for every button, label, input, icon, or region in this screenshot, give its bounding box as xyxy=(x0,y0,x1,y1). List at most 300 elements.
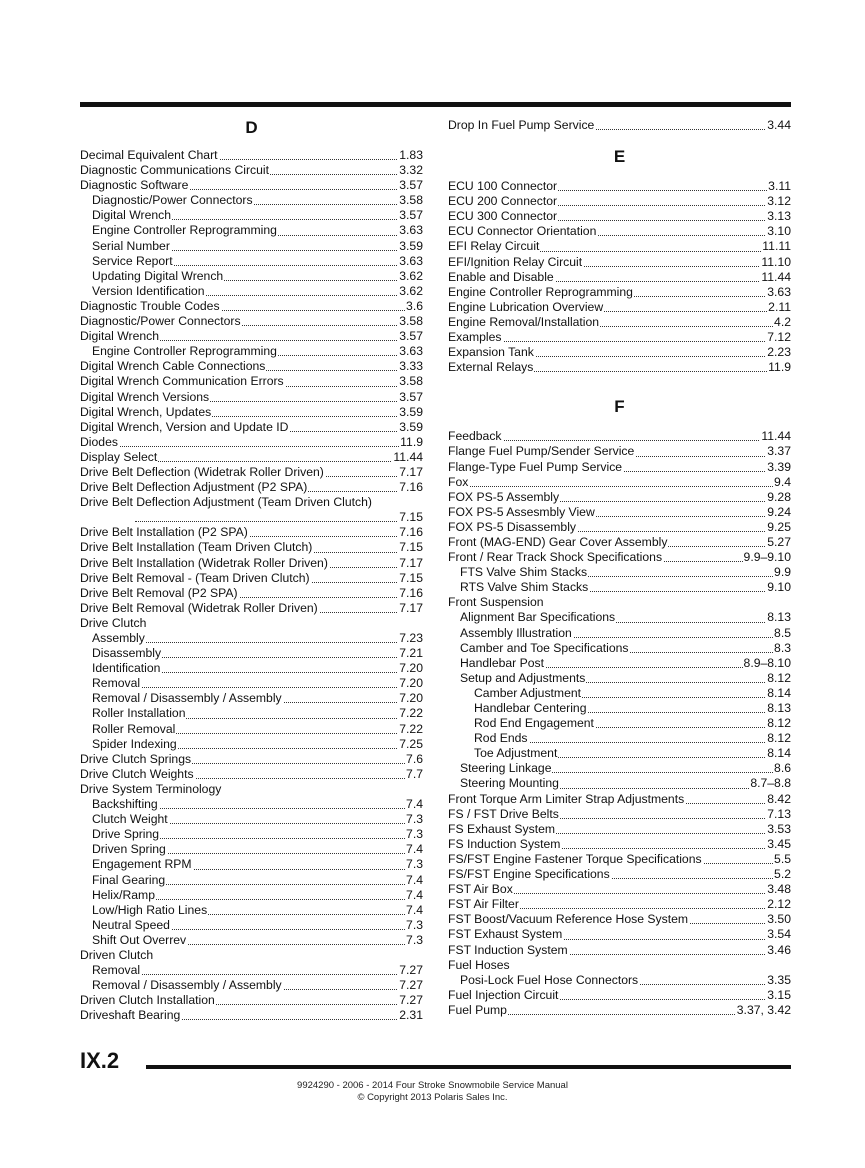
entry-page: 3.35 xyxy=(767,972,791,987)
entry-title: Front / Rear Track Shock Specifications xyxy=(448,550,663,565)
entry-title: FST Induction System xyxy=(448,942,568,957)
entry-title: Drive Belt Removal (P2 SPA) xyxy=(80,585,238,600)
index-entry xyxy=(80,435,423,450)
index-entry xyxy=(448,475,791,490)
index-entry xyxy=(80,842,423,857)
index-entry xyxy=(448,912,791,927)
entry-page: 7.7 xyxy=(406,766,423,781)
entry-page: 3.44 xyxy=(767,118,791,132)
entry-page: 3.6 xyxy=(406,298,423,313)
entry-title: Digital Wrench xyxy=(80,208,172,222)
entry-title: ECU 300 Connector xyxy=(448,209,558,224)
index-entry xyxy=(80,646,423,661)
entry-page: 11.44 xyxy=(761,269,791,284)
index-entry xyxy=(448,550,791,565)
entry-page: 8.12 xyxy=(767,731,791,746)
entry-title: Drive Belt Removal (Widetrak Roller Driven) xyxy=(80,600,318,615)
entry-title: Fox xyxy=(448,474,469,489)
index-entry xyxy=(448,897,791,912)
entry-page: 4.2 xyxy=(774,314,791,329)
entry-page: 5.5 xyxy=(774,851,791,866)
index-entry xyxy=(80,1008,423,1023)
entry-page: 7.3 xyxy=(406,917,423,932)
entry-title: Disassembly xyxy=(80,646,162,660)
entry-page: 7.3 xyxy=(406,812,423,827)
entry-title: Engagement RPM xyxy=(80,857,193,871)
entry-title: FTS Valve Shim Stacks xyxy=(448,565,588,579)
entry-title: FOX PS-5 Assesmbly View xyxy=(448,504,595,519)
entry-title: Clutch Weight xyxy=(80,812,169,826)
index-entry xyxy=(448,209,791,224)
index-entry xyxy=(448,776,791,791)
entry-title: EFI/Ignition Relay Circuit xyxy=(448,254,583,269)
entry-page: 7.15 xyxy=(399,540,423,555)
entry-page: 7.16 xyxy=(399,480,423,495)
entry-title: Enable and Disable xyxy=(448,269,554,284)
entry-title: Serial Number xyxy=(80,239,171,253)
entry-page: 3.12 xyxy=(767,194,791,209)
entry-title: Fuel Hoses xyxy=(448,957,510,972)
leader-dots xyxy=(135,521,423,522)
entry-title: Rod End Engagement xyxy=(448,716,595,730)
entry-page: 2.12 xyxy=(767,897,791,912)
index-entry xyxy=(448,822,791,837)
index-entry xyxy=(80,299,423,314)
entry-page: 3.63 xyxy=(767,284,791,299)
index-entry xyxy=(448,595,791,610)
index-entry xyxy=(80,239,423,254)
index-entry xyxy=(80,737,423,752)
index-entry xyxy=(80,827,423,842)
index-entry xyxy=(80,752,423,767)
entry-title: Rod Ends xyxy=(448,731,529,745)
entry-title: Drive Belt Deflection Adjustment (P2 SPA) xyxy=(80,480,308,495)
entry-title: Drop In Fuel Pump Service xyxy=(448,118,595,132)
index-entry xyxy=(448,1003,791,1018)
entry-title: FST Air Filter xyxy=(448,897,519,912)
entry-page: 7.3 xyxy=(406,857,423,872)
entry-title: Diagnostic Software xyxy=(80,178,189,193)
entry-page: 3.63 xyxy=(399,253,423,268)
entry-title: Diagnostic/Power Connectors xyxy=(80,193,254,207)
index-entry xyxy=(80,450,423,465)
index-entry xyxy=(80,480,423,495)
entry-title: Front (MAG-END) Gear Cover Assembly xyxy=(448,534,668,549)
index-entry xyxy=(80,525,423,540)
entry-page: 3.11 xyxy=(768,179,791,194)
index-entry xyxy=(80,390,423,405)
entry-title: FST Exhaust System xyxy=(448,927,563,942)
entry-page: 3.62 xyxy=(399,283,423,298)
index-entry xyxy=(448,118,791,133)
entry-page: 3.62 xyxy=(399,268,423,283)
index-entry xyxy=(80,812,423,827)
entry-title: Diagnostic Trouble Codes xyxy=(80,298,220,313)
index-entry xyxy=(448,194,791,209)
entry-page: 7.15 xyxy=(399,510,423,525)
entry-page: 3.37 xyxy=(767,444,791,459)
entry-page: 8.5 xyxy=(774,625,791,640)
entry-page: 3.48 xyxy=(767,882,791,897)
entry-page: 11.9 xyxy=(400,434,423,449)
entry-page: 7.21 xyxy=(399,646,423,661)
entry-title: Handlebar Centering xyxy=(448,701,587,715)
index-entry xyxy=(80,888,423,903)
entry-page: 3.63 xyxy=(399,223,423,238)
index-entry xyxy=(448,973,791,988)
entry-title: Spider Indexing xyxy=(80,737,178,751)
index-entry xyxy=(80,269,423,284)
entry-title: Display Select xyxy=(80,449,158,464)
index-entry xyxy=(448,285,791,300)
entry-page: 7.13 xyxy=(767,806,791,821)
section-letter: D xyxy=(245,118,258,137)
index-entry xyxy=(448,927,791,942)
entry-page: 3.57 xyxy=(399,389,423,404)
entry-title: Diagnostic/Power Connectors xyxy=(80,314,241,329)
index-entry xyxy=(448,852,791,867)
entry-page: 9.24 xyxy=(767,504,791,519)
index-entry xyxy=(448,716,791,731)
entry-page: 7.23 xyxy=(399,631,423,645)
entry-page: 7.27 xyxy=(399,963,423,978)
entry-title: ECU 200 Connector xyxy=(448,194,558,209)
entry-page: 3.58 xyxy=(399,193,423,208)
entry-page: 7.4 xyxy=(406,872,423,887)
entry-title: Front Torque Arm Limiter Strap Adjustments xyxy=(448,791,685,806)
entry-title: Removal / Disassembly / Assembly xyxy=(80,691,283,705)
entry-title: FST Boost/Vacuum Reference Hose System xyxy=(448,912,689,927)
entry-title: Flange-Type Fuel Pump Service xyxy=(448,459,623,474)
index-entry xyxy=(448,792,791,807)
index-entry xyxy=(80,722,423,737)
entry-page: 7.4 xyxy=(406,887,423,902)
entry-page: 7.17 xyxy=(399,600,423,615)
entry-title: Steering Linkage xyxy=(448,761,552,775)
index-entry xyxy=(448,345,791,360)
index-entry xyxy=(80,631,423,646)
entry-title: Assembly Illustration xyxy=(448,626,573,640)
index-entry xyxy=(448,179,791,194)
entry-title: Low/High Ratio Lines xyxy=(80,903,208,917)
entry-page: 7.27 xyxy=(399,978,423,993)
entry-page: 3.57 xyxy=(399,178,423,193)
entry-page: 3.10 xyxy=(767,224,791,239)
index-entry xyxy=(80,556,423,571)
entry-title: Identification xyxy=(80,661,161,675)
entry-title: Roller Removal xyxy=(80,722,176,736)
entry-page: 7.20 xyxy=(399,676,423,691)
index-entry xyxy=(448,429,791,444)
index-entry xyxy=(80,420,423,435)
entry-page: 8.13 xyxy=(767,610,791,625)
entry-page: 7.4 xyxy=(406,842,423,857)
index-entry xyxy=(80,359,423,374)
index-entry xyxy=(448,958,791,973)
entry-title: Steering Mounting xyxy=(448,776,560,790)
index-entry xyxy=(80,782,423,797)
bottom-rule xyxy=(146,1065,791,1069)
entry-title: RTS Valve Shim Stacks xyxy=(448,580,589,594)
entry-title: Digital Wrench, Updates xyxy=(80,404,212,419)
index-entry xyxy=(448,460,791,475)
index-entry xyxy=(80,586,423,601)
entry-title: ECU 100 Connector xyxy=(448,179,558,194)
entry-page: 3.50 xyxy=(767,912,791,927)
entry-title: Drive Clutch Weights xyxy=(80,766,194,781)
entry-page: 9.25 xyxy=(767,519,791,534)
index-column-left xyxy=(80,118,423,1023)
index-entry xyxy=(80,329,423,344)
entry-title: Engine Controller Reprogramming xyxy=(80,223,278,237)
entry-page: 8.14 xyxy=(767,746,791,761)
index-entry xyxy=(80,661,423,676)
entry-page: 8.6 xyxy=(774,761,791,776)
index-entry xyxy=(80,918,423,933)
entry-page: 7.22 xyxy=(399,706,423,721)
entry-page: 3.37, 3.42 xyxy=(736,1002,791,1017)
index-entry xyxy=(448,686,791,701)
index-entry xyxy=(448,270,791,285)
entry-page: 3.46 xyxy=(767,942,791,957)
entry-title: Digital Wrench Cable Connections xyxy=(80,359,266,374)
entry-title: External Relays xyxy=(448,360,534,375)
index-entry xyxy=(448,807,791,822)
entry-page: 3.39 xyxy=(767,459,791,474)
index-entry xyxy=(80,284,423,299)
index-entry xyxy=(448,882,791,897)
index-entry xyxy=(448,255,791,270)
entry-title: Diodes xyxy=(80,434,118,449)
index-entry xyxy=(80,857,423,872)
footer-manual-title: 9924290 - 2006 - 2014 Four Stroke Snowmobile Service Manual xyxy=(297,1080,568,1091)
entry-title: Helix/Ramp xyxy=(80,888,156,902)
top-rule xyxy=(80,102,791,107)
index-entry xyxy=(448,535,791,550)
entry-page: 7.12 xyxy=(767,330,791,345)
entry-title: Assembly xyxy=(80,631,146,645)
entry-title: FOX PS-5 Assembly xyxy=(448,489,560,504)
section-letter: E xyxy=(613,147,626,167)
entry-title: Driven Clutch Installation xyxy=(80,993,215,1008)
entry-page: 7.15 xyxy=(399,570,423,585)
index-entry xyxy=(448,943,791,958)
entry-title: Version Identification xyxy=(80,284,205,298)
entry-title: FS Exhaust System xyxy=(448,821,556,836)
index-entry xyxy=(80,193,423,208)
entry-title: Service Report xyxy=(80,254,174,268)
index-entry xyxy=(448,701,791,716)
entry-title: Decimal Equivalent Chart xyxy=(80,148,218,162)
entry-title: Handlebar Post xyxy=(448,656,545,670)
entry-page: 3.58 xyxy=(399,314,423,329)
index-entry xyxy=(448,565,791,580)
index-entry xyxy=(448,300,791,315)
entry-title: Front Suspension xyxy=(448,595,544,610)
entry-page: 7.4 xyxy=(406,797,423,812)
entry-page: 3.59 xyxy=(399,238,423,253)
index-entry xyxy=(448,224,791,239)
entry-page: 8.7–8.8 xyxy=(750,776,791,791)
index-entry xyxy=(448,837,791,852)
entry-title: Driven Spring xyxy=(80,842,167,856)
entry-page: 7.27 xyxy=(399,993,423,1008)
entry-page: 11.10 xyxy=(761,254,791,269)
entry-page: 7.25 xyxy=(399,736,423,751)
index-entry xyxy=(80,948,423,963)
index-entry xyxy=(448,761,791,776)
entry-title: Feedback xyxy=(448,429,502,444)
entry-title: Diagnostic Communications Circuit xyxy=(80,163,269,178)
entry-title: Removal / Disassembly / Assembly xyxy=(80,978,283,992)
entry-title: Shift Out Overrev xyxy=(80,933,187,947)
index-entry xyxy=(80,495,423,525)
entry-title: Flange Fuel Pump/Sender Service xyxy=(448,444,635,459)
entry-page: 7.20 xyxy=(399,661,423,676)
entry-page: 8.14 xyxy=(767,685,791,700)
entry-title: EFI Relay Circuit xyxy=(448,239,540,254)
entry-title: Digital Wrench, Version and Update ID xyxy=(80,419,289,434)
index-entry xyxy=(80,797,423,812)
entry-page: 2.11 xyxy=(768,299,791,314)
index-entry xyxy=(448,610,791,625)
entry-page: 1.83 xyxy=(399,148,423,162)
index-entry xyxy=(80,963,423,978)
index-entry xyxy=(448,671,791,686)
entry-page: 3.32 xyxy=(399,163,423,178)
entry-page: 2.23 xyxy=(767,345,791,360)
index-entry xyxy=(448,520,791,535)
footer-copyright: © Copyright 2013 Polaris Sales Inc. xyxy=(357,1092,508,1103)
index-entry xyxy=(80,601,423,616)
index-entry xyxy=(80,933,423,948)
entry-page: 3.13 xyxy=(767,209,791,224)
entry-title: Drive Clutch Springs xyxy=(80,751,192,766)
entry-title: Drive Belt Removal - (Team Driven Clutch) xyxy=(80,570,310,585)
entry-page: 7.17 xyxy=(399,555,423,570)
index-entry xyxy=(448,746,791,761)
entry-page: 3.63 xyxy=(399,344,423,359)
entry-title: Drive Belt Deflection Adjustment (Team Driven Clutch) xyxy=(80,495,372,510)
entry-title: Updating Digital Wrench xyxy=(80,269,224,283)
entry-page: 8.42 xyxy=(767,791,791,806)
index-entry xyxy=(80,873,423,888)
entry-page: 9.9 xyxy=(774,565,791,580)
entry-page: 9.28 xyxy=(767,489,791,504)
entry-page: 7.3 xyxy=(406,932,423,947)
entry-title: Final Gearing xyxy=(80,873,166,887)
entry-title: Engine Lubrication Overview xyxy=(448,299,604,314)
index-entry xyxy=(80,616,423,631)
entry-title: Backshifting xyxy=(80,797,159,811)
entry-page: 11.9 xyxy=(768,360,791,375)
index-entry xyxy=(80,767,423,782)
index-entry xyxy=(80,993,423,1008)
entry-page: 9.9–9.10 xyxy=(743,550,791,565)
index-entry xyxy=(80,223,423,238)
entry-title: Examples xyxy=(448,330,502,345)
index-entry xyxy=(80,540,423,555)
index-entry xyxy=(80,314,423,329)
index-entry xyxy=(80,344,423,359)
entry-page: 7.22 xyxy=(399,721,423,736)
entry-page: 7.3 xyxy=(406,827,423,842)
entry-page: 3.45 xyxy=(767,836,791,851)
index-entry xyxy=(448,731,791,746)
index-entry xyxy=(448,988,791,1003)
entry-title: Driven Clutch xyxy=(80,947,154,962)
index-entry xyxy=(448,330,791,345)
index-entry xyxy=(80,903,423,918)
entry-title: Camber and Toe Specifications xyxy=(448,641,629,655)
entry-page: 7.6 xyxy=(406,751,423,766)
entry-title: Engine Controller Reprogramming xyxy=(80,344,278,358)
entry-page: 2.31 xyxy=(399,1008,423,1023)
index-entry xyxy=(80,571,423,586)
entry-title: Drive Clutch xyxy=(80,615,147,630)
entry-title: Digital Wrench Versions xyxy=(80,389,210,404)
index-entry xyxy=(80,465,423,480)
entry-title: ECU Connector Orientation xyxy=(448,224,597,239)
entry-title: Drive Belt Installation (Widetrak Roller Driven) xyxy=(80,555,328,570)
entry-title: FST Air Box xyxy=(448,882,513,897)
entry-title: Toe Adjustment xyxy=(448,746,558,760)
entry-page: 8.12 xyxy=(767,670,791,685)
entry-page: 8.13 xyxy=(767,701,791,715)
entry-title: Drive Belt Installation (Team Driven Clutch) xyxy=(80,540,313,555)
footer xyxy=(0,1080,865,1104)
index-entry xyxy=(80,706,423,721)
entry-title: Removal xyxy=(80,676,141,690)
leader-dots xyxy=(80,446,423,447)
entry-page: 11.11 xyxy=(762,239,791,254)
entry-page: 3.57 xyxy=(399,208,423,223)
entry-title: FOX PS-5 Disassembly xyxy=(448,519,576,534)
index-entry xyxy=(448,505,791,520)
entry-title: Fuel Pump xyxy=(448,1002,507,1017)
entry-page: 3.58 xyxy=(399,374,423,389)
entry-title: FS/FST Engine Specifications xyxy=(448,867,610,882)
entry-title: Camber Adjustment xyxy=(448,686,582,700)
index-entry xyxy=(80,208,423,223)
index-entry xyxy=(80,374,423,389)
index-entry xyxy=(80,178,423,193)
index-entry xyxy=(448,580,791,595)
entry-page: 3.33 xyxy=(399,359,423,374)
index-entry xyxy=(448,641,791,656)
entry-page: 9.10 xyxy=(767,580,791,595)
entry-page: 8.9–8.10 xyxy=(743,655,791,670)
entry-title: Engine Controller Reprogramming xyxy=(448,284,633,299)
entry-title: Setup and Adjustments xyxy=(448,671,586,685)
entry-page: 7.4 xyxy=(406,902,423,917)
entry-title: Expansion Tank xyxy=(448,345,534,360)
entry-title: Roller Installation xyxy=(80,706,186,720)
entry-title: FS Induction System xyxy=(448,836,561,851)
entry-title: Digital Wrench Communication Errors xyxy=(80,374,284,389)
index-entry xyxy=(80,254,423,269)
index-entry xyxy=(80,676,423,691)
entry-page: 3.15 xyxy=(767,987,791,1002)
entry-page: 9.4 xyxy=(774,474,791,489)
index-entry xyxy=(80,978,423,993)
entry-title: Engine Removal/Installation xyxy=(448,314,600,329)
entry-title: Alignment Bar Specifications xyxy=(448,610,616,624)
index-entry xyxy=(448,360,791,375)
index-column-right xyxy=(448,118,791,1018)
entry-page: 8.3 xyxy=(774,640,791,655)
entry-page: 3.59 xyxy=(399,404,423,419)
